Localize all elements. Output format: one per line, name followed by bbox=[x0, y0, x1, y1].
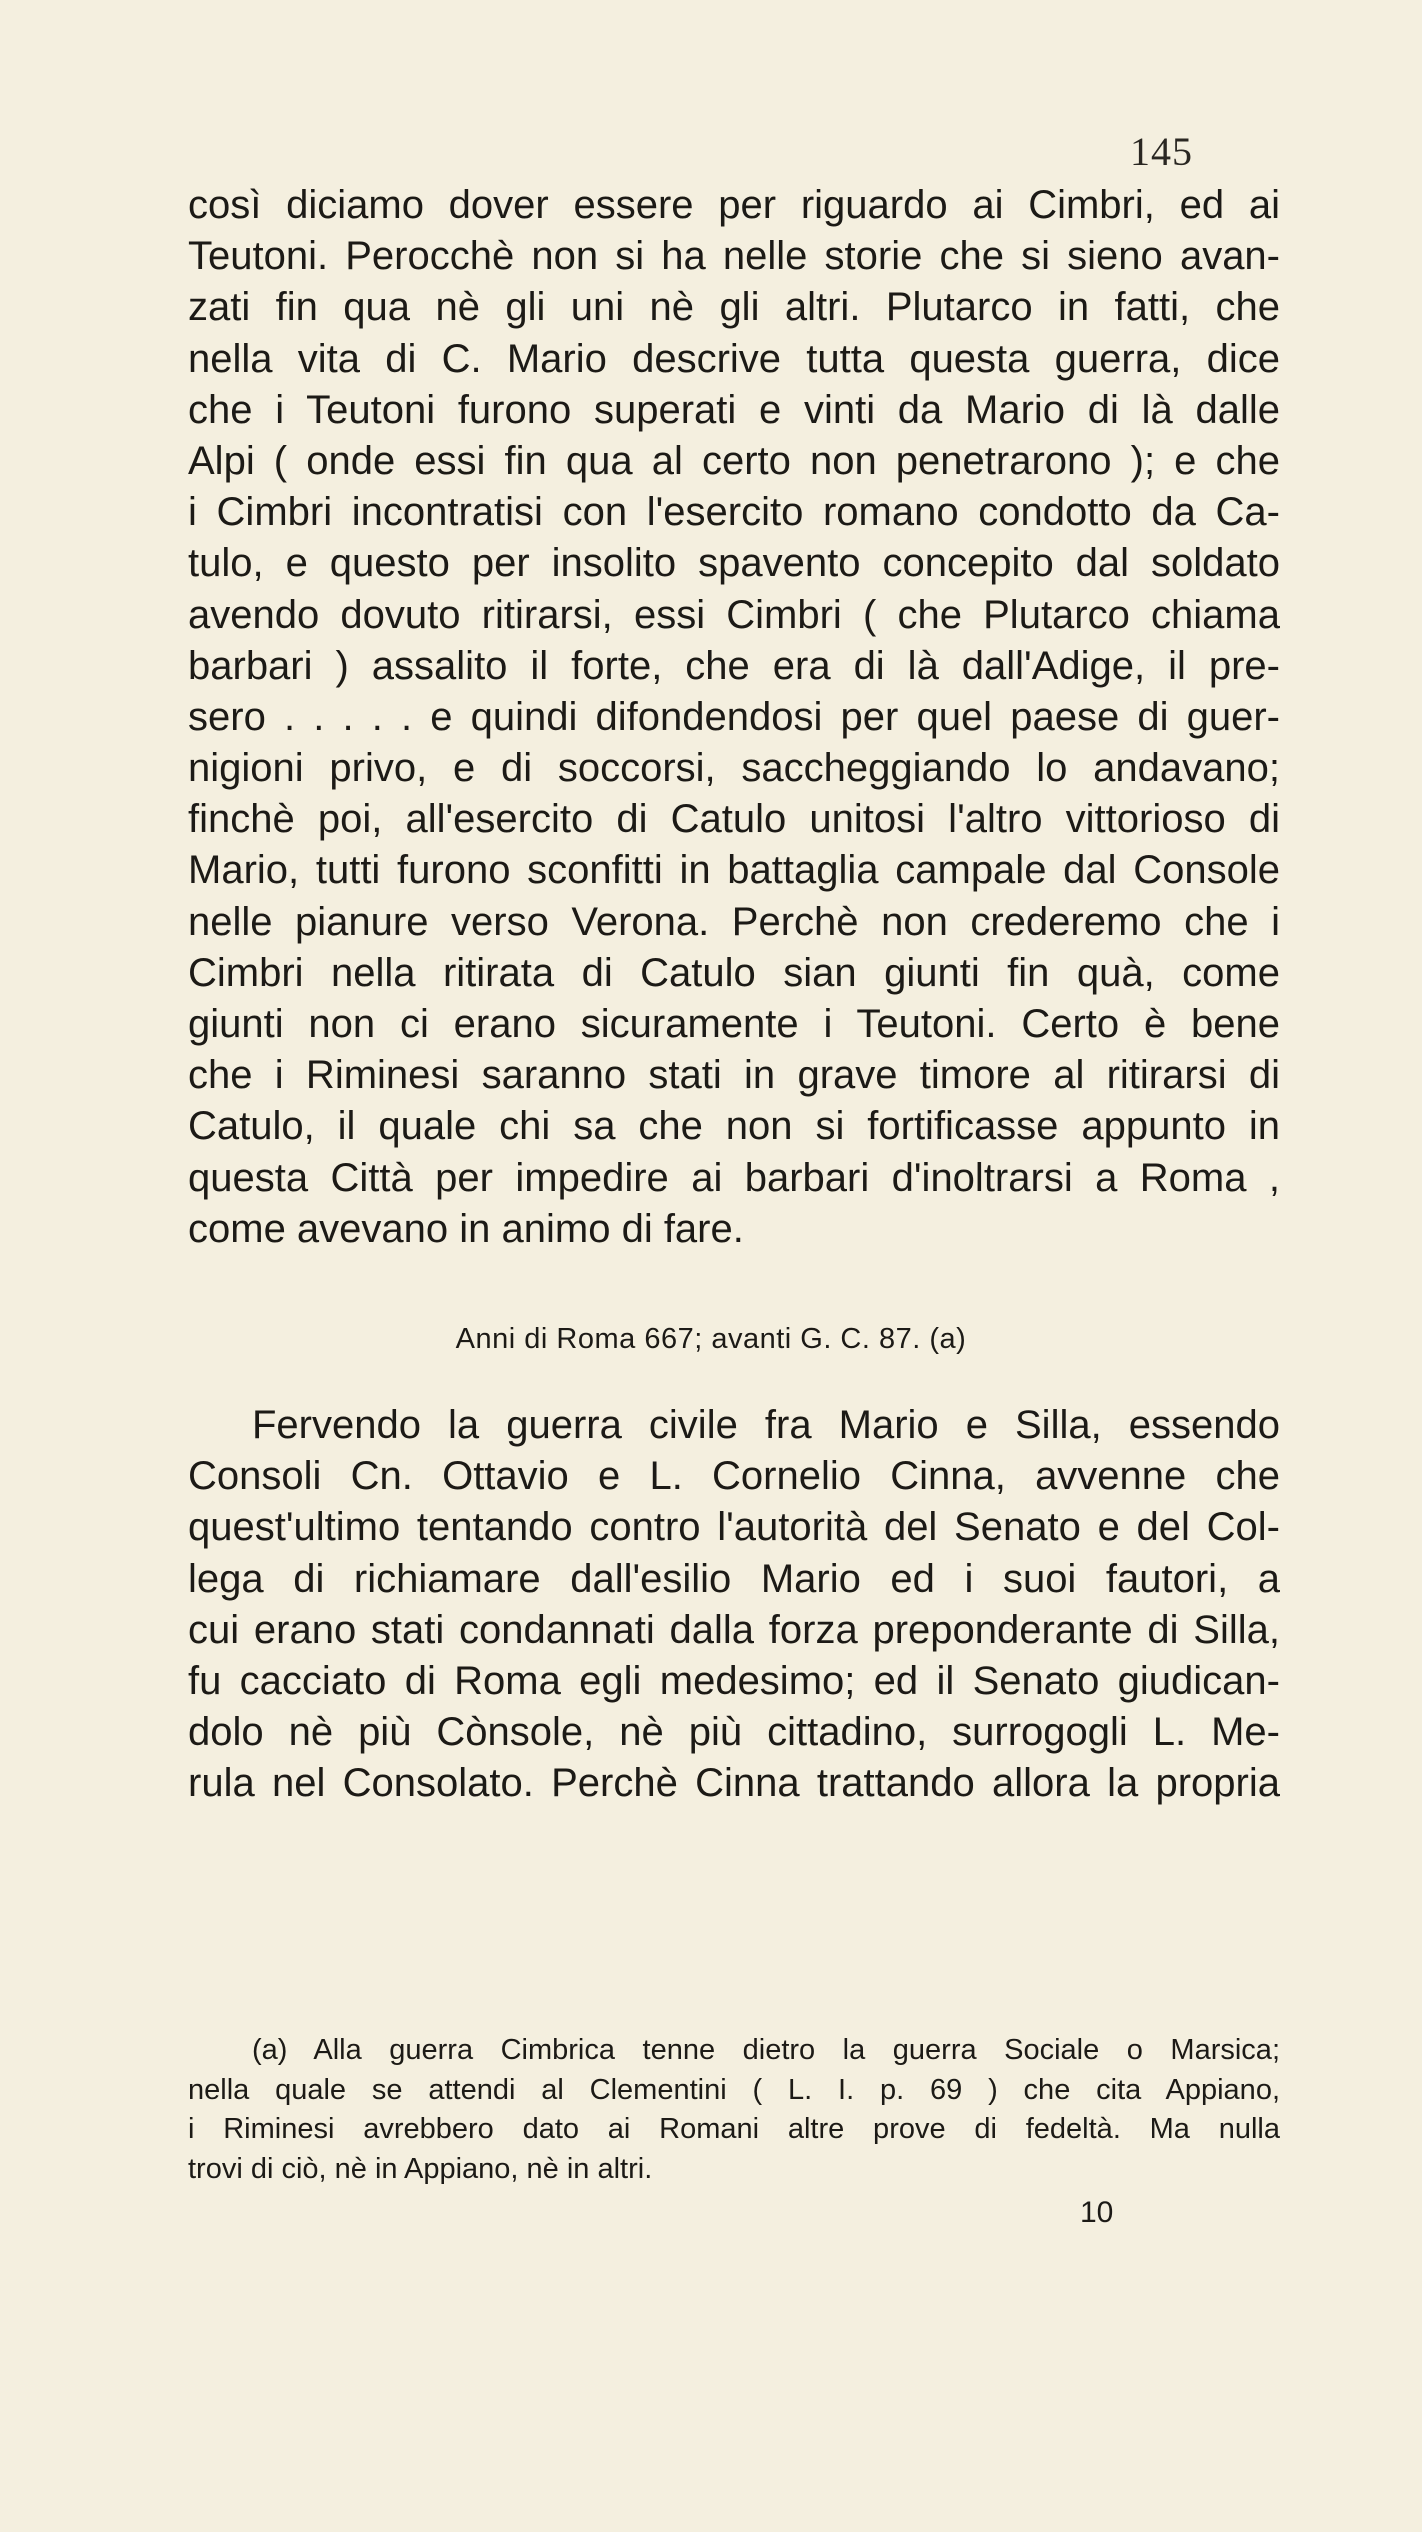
text-line: Catulo, il quale chi sa che non si fortificasse appunto in bbox=[188, 1104, 1280, 1149]
text-line: nella vita di C. Mario descrive tutta questa guerra, dice bbox=[188, 336, 1280, 381]
text-line: i Cimbri incontratisi con l'esercito romano condotto da Ca- bbox=[188, 490, 1280, 535]
text-line: quest'ultimo tentando contro l'autorità del Senato e del Col- bbox=[188, 1505, 1280, 1550]
text-line: fu cacciato di Roma egli medesimo; ed il Senato giudican- bbox=[188, 1658, 1280, 1703]
text-line: Teutoni. Perocchè non si ha nelle storie che si sieno avan- bbox=[188, 234, 1280, 279]
text-line: sero . . . . . e quindi difondendosi per quel paese di guer- bbox=[188, 694, 1280, 739]
text-line: che i Riminesi saranno stati in grave timore al ritirarsi di bbox=[188, 1053, 1280, 1098]
footnote bbox=[188, 2031, 1280, 2189]
text-line: nigioni privo, e di soccorsi, saccheggiando lo andavano; bbox=[188, 746, 1280, 791]
text-line: cui erano stati condannati dalla forza preponderante di Silla, bbox=[188, 1607, 1280, 1652]
text-line: Alpi ( onde essi fin qua al certo non penetrarono ); e che bbox=[188, 438, 1280, 483]
text-line: avendo dovuto ritirarsi, essi Cimbri ( che Plutarco chiama bbox=[188, 592, 1280, 637]
text-line: come avevano in animo di fare. bbox=[188, 1206, 744, 1251]
text-line: dolo nè più Cònsole, nè più cittadino, surrogogli L. Me- bbox=[188, 1710, 1280, 1755]
text-line: tulo, e questo per insolito spavento concepito dal soldato bbox=[188, 541, 1280, 586]
footnote-line: trovi di ciò, nè in Appiano, nè in altri. bbox=[188, 2152, 653, 2185]
section-heading: Anni di Roma 667; avanti G. C. 87. (a) bbox=[455, 1323, 967, 1355]
text-line: che i Teutoni furono superati e vinti da Mario di là dalle bbox=[188, 387, 1280, 432]
text-line: finchè poi, all'esercito di Catulo unitosi l'altro vittorioso di bbox=[188, 797, 1280, 842]
text-line: Cimbri nella ritirata di Catulo sian giunti fin quà, come bbox=[188, 950, 1280, 995]
footnote-line: i Riminesi avrebbero dato ai Romani altre prove di fedeltà. Ma nulla bbox=[188, 2113, 1280, 2145]
text-line: Fervendo la guerra civile fra Mario e Silla, essendo bbox=[252, 1403, 1280, 1447]
text-line: rula nel Consolato. Perchè Cinna trattando allora la propria bbox=[188, 1761, 1280, 1806]
text-line: lega di richiamare dall'esilio Mario ed i suoi fautori, a bbox=[188, 1556, 1280, 1601]
text-line: questa Città per impedire ai barbari d'inoltrarsi a Roma , bbox=[188, 1155, 1280, 1200]
text-line: giunti non ci erano sicuramente i Teutoni. Certo è bene bbox=[188, 1002, 1280, 1046]
signature-mark: 10 bbox=[1080, 2196, 1114, 2229]
text-line: nelle pianure verso Verona. Perchè non crederemo che i bbox=[188, 899, 1280, 944]
footnote-line: (a) Alla guerra Cimbrica tenne dietro la guerra Sociale o Marsica; bbox=[252, 2034, 1280, 2066]
text-line: così diciamo dover essere per riguardo ai Cimbri, ed ai bbox=[188, 183, 1280, 227]
paragraph-2 bbox=[188, 1400, 1280, 1810]
text-line: zati fin qua nè gli uni nè gli altri. Plutarco in fatti, che bbox=[188, 285, 1280, 330]
footnote-line: nella quale se attendi al Clementini ( L. I. p. 69 ) che cita Appiano, bbox=[188, 2073, 1280, 2106]
text-line: Mario, tutti furono sconfitti in battaglia campale dal Console bbox=[188, 848, 1280, 893]
text-line: barbari ) assalito il forte, che era di là dall'Adige, il pre- bbox=[188, 643, 1280, 688]
paragraph-1 bbox=[188, 180, 1280, 1255]
page-number: 145 bbox=[1130, 129, 1193, 174]
text-line: Consoli Cn. Ottavio e L. Cornelio Cinna, avvenne che bbox=[188, 1454, 1280, 1499]
